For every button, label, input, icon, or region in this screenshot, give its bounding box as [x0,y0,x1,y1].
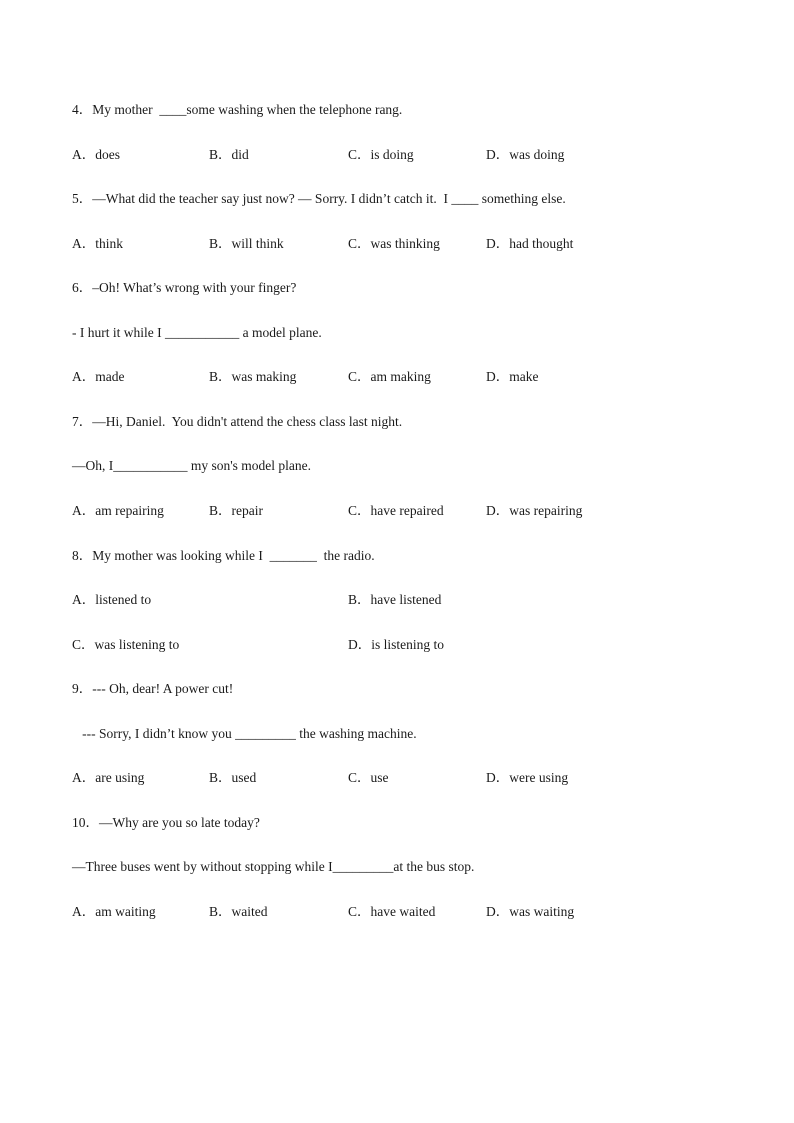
question-7-option-d: D．was repairing [486,503,583,518]
question-4-stem: 4．My mother ____some washing when the telephone rang. [72,102,403,117]
question-8-option-d: D．is listening to [348,637,445,652]
question-10-option-c: C．have waited [348,904,436,919]
question-6-stem: 6．–Oh! What’s wrong with your finger? [72,280,297,295]
question-5-option-b: B．will think [209,236,284,251]
question-8-option-b: B．have listened [348,592,442,607]
question-9-option-a: A．are using [72,770,145,785]
question-9-option-b: B．used [209,770,257,785]
question-4-option-d: D．was doing [486,147,565,162]
question-5-option-d: D．had thought [486,236,574,251]
question-7-option-b: B．repair [209,503,263,518]
question-10-stem: 10．—Why are you so late today? [72,815,260,830]
question-10-option-d: D．was waiting [486,904,575,919]
question-8-option-c: C．was listening to [72,637,180,652]
question-5-option-c: C．was thinking [348,236,440,251]
question-9-option-d: D．were using [486,770,569,785]
question-7-sub: —Oh, I___________ my son's model plane. [72,458,312,473]
question-6-option-b: B．was making [209,369,297,384]
question-6-sub: - I hurt it while I ___________ a model plane. [72,325,322,340]
question-9-stem: 9．--- Oh, dear! A power cut! [72,681,234,696]
question-9-sub: --- Sorry, I didn’t know you _________ the washing machine. [72,726,417,741]
question-10-sub: —Three buses went by without stopping while I_________at the bus stop. [72,859,475,874]
question-6-option-c: C．am making [348,369,431,384]
question-7-option-a: A．am repairing [72,503,164,518]
question-9-option-c: C．use [348,770,389,785]
question-7-option-c: C．have repaired [348,503,444,518]
question-10-option-a: A．am waiting [72,904,156,919]
question-4-option-a: A．does [72,147,120,162]
question-5-option-a: A．think [72,236,124,251]
question-8-option-a: A．listened to [72,592,152,607]
question-6-option-a: A．made [72,369,125,384]
question-5-stem: 5．—What did the teacher say just now? — Sorry. I didn’t catch it. I ____ something else. [72,191,566,206]
question-4-option-b: B．did [209,147,249,162]
question-4-option-c: C．is doing [348,147,414,162]
question-7-stem: 7．—Hi, Daniel. You didn't attend the chess class last night. [72,414,403,429]
question-6-option-d: D．make [486,369,539,384]
question-10-option-b: B．waited [209,904,268,919]
question-8-stem: 8．My mother was looking while I _______ the radio. [72,548,375,563]
